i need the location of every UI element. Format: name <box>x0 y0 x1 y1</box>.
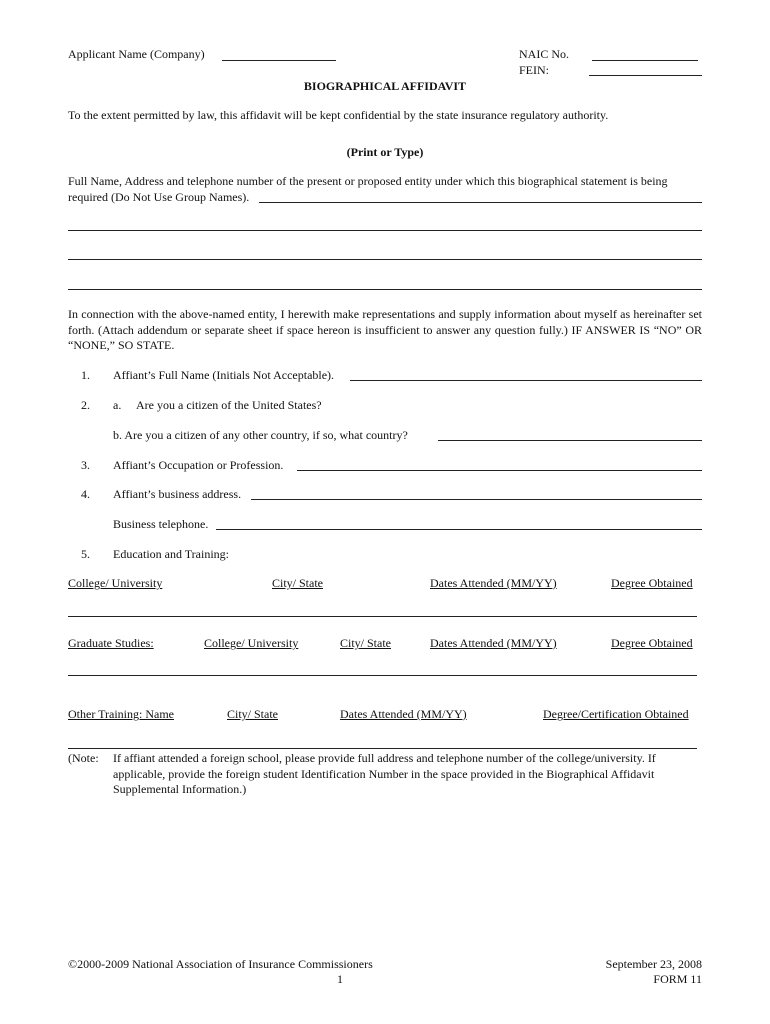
note-label: (Note: <box>68 751 99 765</box>
college-header-city-state: City/ State <box>272 576 323 590</box>
question-4-label: Affiant’s business address. <box>113 487 242 501</box>
other-training-header-dates: Dates Attended (MM/YY) <box>340 707 467 721</box>
graduate-header-dates: Dates Attended (MM/YY) <box>430 636 557 650</box>
graduate-header-city-state: City/ State <box>340 636 391 650</box>
question-5-label: Education and Training: <box>113 547 229 561</box>
question-2b-label: b. Are you a citizen of any other country, if so, what country? <box>113 428 408 442</box>
question-1-number: 1. <box>81 368 90 382</box>
other-training-header-name: Other Training: Name <box>68 707 174 721</box>
graduate-header-university: College/ University <box>204 636 299 650</box>
business-address-field[interactable] <box>251 499 702 500</box>
page-title: BIOGRAPHICAL AFFIDAVIT <box>303 79 467 93</box>
college-header-degree: Degree Obtained <box>611 576 693 590</box>
naic-label: NAIC No. <box>519 47 569 61</box>
fein-label: FEIN: <box>519 63 549 77</box>
applicant-name-field[interactable] <box>222 60 336 61</box>
question-5-number: 5. <box>81 547 90 561</box>
question-1-label: Affiant’s Full Name (Initials Not Acceptable). <box>113 368 335 382</box>
fein-field[interactable] <box>589 75 702 76</box>
other-training-header-city-state: City/ State <box>227 707 278 721</box>
naic-field[interactable] <box>592 60 698 61</box>
question-3-number: 3. <box>81 458 90 472</box>
applicant-name-label: Applicant Name (Company) <box>68 47 205 61</box>
question-2a-label: Are you a citizen of the United States? <box>136 398 322 412</box>
entity-field-line1[interactable] <box>259 202 702 203</box>
entity-field-line4[interactable] <box>68 289 702 290</box>
business-telephone-field[interactable] <box>216 529 702 530</box>
question-2-number: 2. <box>81 398 90 412</box>
connection-statement: In connection with the above-named entity, I herewith make representations and supply information about myself as hereinafter set forth. (Attach addendum or separate sheet if space hereon is insufficient to answer any question fully.) IF ANSWER IS “NO” OR “NONE,” SO STATE. <box>68 307 702 352</box>
print-or-type-label: (Print or Type) <box>346 145 424 159</box>
note-text: If affiant attended a foreign school, please provide full address and telephone number of the college/university. If applicable, provide the foreign student Identification Number in the space provided in the Biographical Affidavit Supplemental Information.) <box>113 751 656 796</box>
college-entry-field[interactable] <box>68 616 697 617</box>
occupation-field[interactable] <box>297 470 702 471</box>
other-citizenship-field[interactable] <box>438 440 702 441</box>
question-4-number: 4. <box>81 487 90 501</box>
other-training-header-degree: Degree/Certification Obtained <box>543 707 689 721</box>
footer-page-number: 1 <box>337 972 343 986</box>
entity-instruction-line1: Full Name, Address and telephone number of the present or proposed entity under which this biographical statement is being <box>68 174 668 188</box>
graduate-header-label: Graduate Studies: <box>68 636 154 650</box>
graduate-entry-field[interactable] <box>68 675 697 676</box>
college-header-dates: Dates Attended (MM/YY) <box>430 576 557 590</box>
other-training-entry-field[interactable] <box>68 748 697 749</box>
entity-field-line2[interactable] <box>68 230 702 231</box>
footer-form-number: FORM 11 <box>653 972 702 986</box>
question-3-label: Affiant’s Occupation or Profession. <box>113 458 284 472</box>
question-2a-letter: a. <box>113 398 122 412</box>
business-telephone-label: Business telephone. <box>113 517 209 531</box>
footer-copyright: ©2000-2009 National Association of Insurance Commissioners <box>68 957 373 971</box>
entity-instruction-line2: required (Do Not Use Group Names). <box>68 190 250 204</box>
confidentiality-statement: To the extent permitted by law, this affidavit will be kept confidential by the state insurance regulatory authority. <box>68 108 609 122</box>
footer-date: September 23, 2008 <box>605 957 702 971</box>
graduate-header-degree: Degree Obtained <box>611 636 693 650</box>
college-header-university: College/ University <box>68 576 163 590</box>
entity-field-line3[interactable] <box>68 259 702 260</box>
full-name-field[interactable] <box>350 380 702 381</box>
